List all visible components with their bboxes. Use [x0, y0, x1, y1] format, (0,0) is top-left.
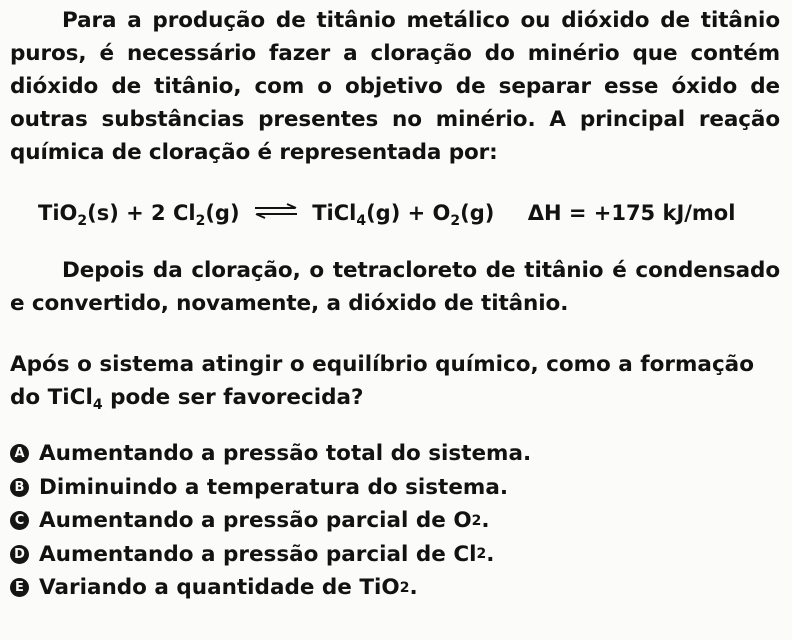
option-b[interactable]: B Diminuindo a temperatura do sistema.	[10, 471, 780, 505]
option-e-badge: E	[10, 578, 29, 597]
chemical-equation	[38, 198, 778, 228]
reactant-tio2: TiO2(s) + 2 Cl2(g)	[38, 201, 240, 229]
answer-options	[10, 437, 780, 605]
option-a[interactable]: A Aumentando a pressão total do sistema.	[10, 437, 780, 471]
equilibrium-arrows-icon	[253, 203, 299, 219]
option-d-badge: D	[10, 545, 29, 564]
enthalpy-value: ΔH = +175 kJ/mol	[527, 201, 736, 225]
after-paragraph	[10, 254, 780, 320]
question-text: Após o sistema atingir o equilíbrio químico, como a formação do TiCl$_4$ pode ser favorecida?	[10, 352, 754, 413]
option-a-badge: A	[10, 444, 29, 463]
after-text: Depois da cloração, o tetracloreto de titânio é condensado e convertido, novamente, a dióxido de titânio.	[10, 258, 780, 316]
option-c[interactable]: C Aumentando a pressão parcial de O 2 .	[10, 504, 780, 538]
option-c-badge: C	[10, 511, 29, 530]
option-d[interactable]: D Aumentando a pressão parcial de Cl 2 .	[10, 538, 780, 572]
option-e[interactable]: E Variando a quantidade de TiO 2 .	[10, 571, 780, 605]
intro-text: Para a produção de titânio metálico ou dióxido de titânio puros, é necessário fazer a cloração do minério que contém dióxido de titânio, com o objetivo de separar esse óxido de outras substâncias presentes no minério. A principal reação química de cloração é representada por:	[10, 8, 780, 165]
intro-paragraph	[10, 4, 780, 169]
option-b-badge: B	[10, 478, 29, 497]
product-ticl4: TiCl4(g) + O2(g)	[312, 201, 495, 229]
